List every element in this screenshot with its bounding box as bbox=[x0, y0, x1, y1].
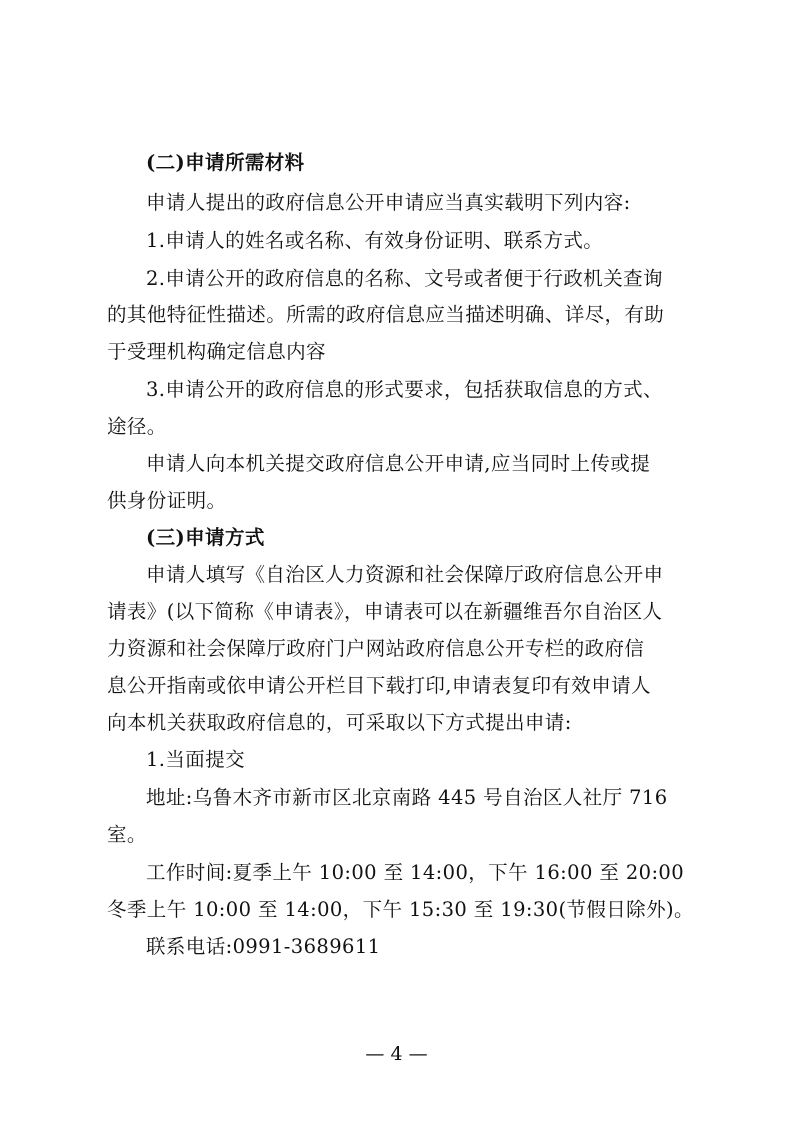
materials-item-3-line-2: 途径。 bbox=[107, 415, 167, 438]
contact-phone: 联系电话:0991-3689611 bbox=[146, 935, 381, 958]
materials-item-2-line-3: 于受理机构确定信息内容 bbox=[107, 340, 326, 363]
method-1-in-person: 1.当面提交 bbox=[146, 748, 246, 771]
office-hours-line-1: 工作时间:夏季上午 10:00 至 14:00，下午 16:00 至 20:00 bbox=[146, 861, 685, 884]
methods-para-line-4: 息公开指南或依申请公开栏目下载打印,申请表复印有效申请人 bbox=[107, 674, 651, 697]
methods-para-line-5: 向本机关获取政府信息的，可采取以下方式提出申请: bbox=[107, 711, 572, 734]
materials-item-3-line-1: 3.申请公开的政府信息的形式要求，包括获取信息的方式、 bbox=[146, 378, 663, 401]
page-number: — 4 — bbox=[365, 1043, 428, 1065]
methods-para-line-1: 申请人填写《自治区人力资源和社会保障厅政府信息公开申 bbox=[146, 563, 664, 586]
materials-note-line-2: 供身份证明。 bbox=[107, 489, 227, 512]
methods-para-line-2: 请表》(以下简称《申请表》，申请表可以在新疆维吾尔自治区人 bbox=[107, 600, 663, 623]
materials-item-2-line-2: 的其他特征性描述。所需的政府信息应当描述明确、详尽，有助 bbox=[107, 303, 665, 326]
address-line-2: 室。 bbox=[107, 823, 147, 846]
materials-item-1: 1.申请人的姓名或名称、有效身份证明、联系方式。 bbox=[146, 229, 604, 252]
address-line-1: 地址:乌鲁木齐市新市区北京南路 445 号自治区人社厅 716 bbox=[146, 786, 668, 809]
office-hours-line-2: 冬季上午 10:00 至 14:00，下午 15:30 至 19:30(节假日除外)。 bbox=[107, 898, 694, 921]
section-heading-materials: (二)申请所需材料 bbox=[146, 151, 305, 174]
materials-item-2-line-1: 2.申请公开的政府信息的名称、文号或者便于行政机关查询 bbox=[146, 267, 663, 290]
methods-para-line-3: 力资源和社会保障厅政府门户网站政府信息公开专栏的政府信 bbox=[107, 637, 645, 660]
materials-intro: 申请人提出的政府信息公开申请应当真实载明下列内容: bbox=[146, 191, 631, 214]
section-heading-methods: (三)申请方式 bbox=[146, 526, 265, 549]
materials-note-line-1: 申请人向本机关提交政府信息公开申请,应当同时上传或提 bbox=[146, 452, 651, 475]
